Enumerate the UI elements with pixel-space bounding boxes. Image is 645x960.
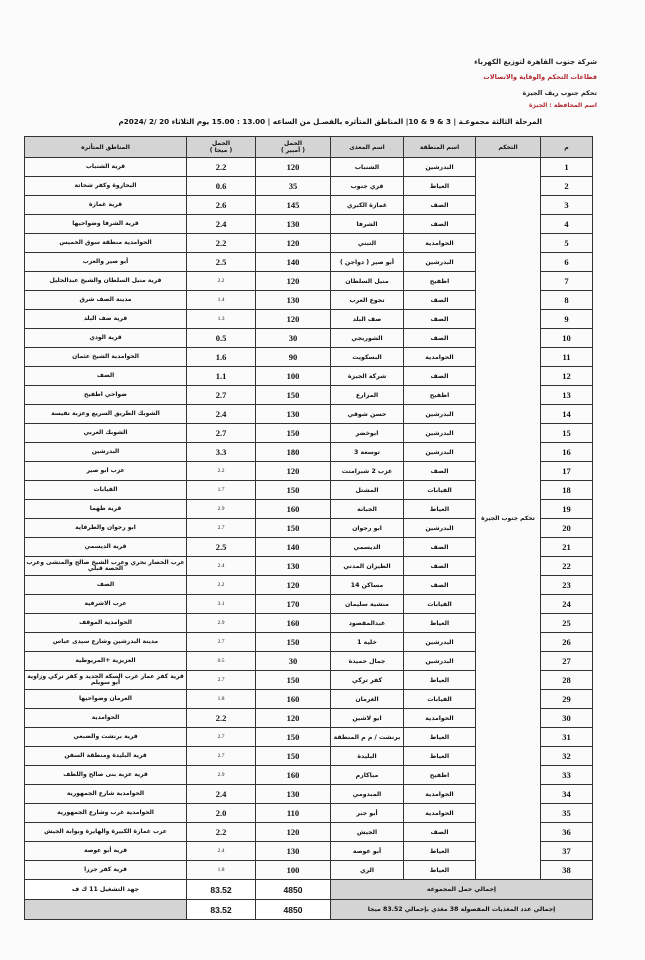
table-header-row (25, 137, 593, 158)
col-header-areas: المناطق المتأثره (25, 137, 187, 158)
company-name: شركة جنوب القاهرة لتوزيع الكهرباء (474, 58, 597, 66)
total-load-mw: 83.52 (187, 880, 256, 900)
row-feeder: منشية سليمان (331, 595, 404, 614)
row-affected-areas: الغرمان وضواحيها (25, 690, 187, 709)
row-load-amp: 130 (256, 215, 331, 234)
row-feeder: المزارع (331, 386, 404, 405)
row-affected-areas: عرب الحصار بحري وعرب الشيخ صالح والمنشى وعرب الحصة قبلي (25, 557, 187, 576)
row-load-amp: 140 (256, 253, 331, 272)
row-index: 32 (541, 747, 593, 766)
row-feeder: المبدومي (331, 785, 404, 804)
row-feeder: الشوربجي (331, 329, 404, 348)
row-region: الحوامدية (404, 348, 476, 367)
row-feeder: أبو عوصة (331, 842, 404, 861)
row-load-mw: 0.5 (187, 652, 256, 671)
row-region: العياط (404, 614, 476, 633)
row-region: الحوامدية (404, 804, 476, 823)
governorate-label: اسم المحافظة : الجيزة (528, 102, 597, 109)
row-load-amp: 35 (256, 177, 331, 196)
row-feeder: أبو جبر (331, 804, 404, 823)
row-load-mw: 1.4 (187, 291, 256, 310)
row-load-mw: 2.6 (187, 196, 256, 215)
row-feeder: ابو لاشين (331, 709, 404, 728)
row-affected-areas: مدينة الصف شرق (25, 291, 187, 310)
row-index: 8 (541, 291, 593, 310)
row-feeder: عزب 2 شبرامنت (331, 462, 404, 481)
row-index: 14 (541, 405, 593, 424)
total-load-amp: 4850 (256, 900, 331, 920)
total-row (25, 900, 593, 920)
row-index: 30 (541, 709, 593, 728)
row-index: 38 (541, 861, 593, 880)
row-load-amp: 160 (256, 690, 331, 709)
row-load-mw: 2.9 (187, 500, 256, 519)
row-affected-areas: الشوبك الطريق السريع وعزبة نفيسة (25, 405, 187, 424)
row-load-amp: 160 (256, 766, 331, 785)
row-index: 33 (541, 766, 593, 785)
row-load-amp: 150 (256, 481, 331, 500)
row-index: 26 (541, 633, 593, 652)
row-load-amp: 100 (256, 861, 331, 880)
row-index: 13 (541, 386, 593, 405)
row-affected-areas: قرية صف البلد (25, 310, 187, 329)
row-region: العياط (404, 861, 476, 880)
row-index: 28 (541, 671, 593, 690)
row-affected-areas: قرية منيل السلطان والشيخ عبدالجليل (25, 272, 187, 291)
row-region: الحوامدية (404, 234, 476, 253)
row-affected-areas: قرية كفر جرزا (25, 861, 187, 880)
row-index: 19 (541, 500, 593, 519)
row-region: البدرشين (404, 405, 476, 424)
total-row (25, 880, 593, 900)
row-load-amp: 150 (256, 747, 331, 766)
row-affected-areas: الحوامدية منطقة سوق الخميس (25, 234, 187, 253)
row-index: 36 (541, 823, 593, 842)
row-affected-areas: البحاروة وكفر شحاتة (25, 177, 187, 196)
row-load-amp: 150 (256, 633, 331, 652)
row-load-mw: 2.2 (187, 158, 256, 177)
row-affected-areas: عرب غمازة الكبيرة والهايرة وبوابة الجيش (25, 823, 187, 842)
row-affected-areas: الحوامدية غرب وشارع الجمهورية (25, 804, 187, 823)
row-index: 15 (541, 424, 593, 443)
row-load-amp: 120 (256, 823, 331, 842)
table-row (25, 158, 593, 177)
row-index: 35 (541, 804, 593, 823)
row-feeder: البسكويت (331, 348, 404, 367)
row-load-amp: 160 (256, 614, 331, 633)
row-region: البدرشين (404, 633, 476, 652)
row-affected-areas: قرية غمازة (25, 196, 187, 215)
row-affected-areas: قرية الشنباب (25, 158, 187, 177)
row-index: 18 (541, 481, 593, 500)
row-affected-areas: العزيزية +المريوطية (25, 652, 187, 671)
row-region: البدرشين (404, 652, 476, 671)
row-index: 10 (541, 329, 593, 348)
row-feeder: الغرمان (331, 690, 404, 709)
row-affected-areas: البدرشين (25, 443, 187, 462)
row-index: 20 (541, 519, 593, 538)
row-feeder: التبني (331, 234, 404, 253)
row-feeder: برنشت / م م المنطقة (331, 728, 404, 747)
row-index: 3 (541, 196, 593, 215)
row-load-amp: 120 (256, 158, 331, 177)
sector-name: قطاعات التحكم والوقاية والاتصالات (483, 73, 597, 81)
row-feeder: الشرفا (331, 215, 404, 234)
row-load-mw: 2.4 (187, 405, 256, 424)
row-index: 23 (541, 576, 593, 595)
row-feeder: ابو رجوان (331, 519, 404, 538)
row-affected-areas: الفيابات (25, 481, 187, 500)
row-load-mw: 2.2 (187, 462, 256, 481)
row-feeder: قري جنوب (331, 177, 404, 196)
row-index: 2 (541, 177, 593, 196)
row-affected-areas: الصف (25, 367, 187, 386)
row-load-amp: 150 (256, 386, 331, 405)
row-load-mw: 2.7 (187, 519, 256, 538)
row-feeder: البليدة (331, 747, 404, 766)
row-load-mw: 2.4 (187, 215, 256, 234)
row-load-mw: 2.2 (187, 576, 256, 595)
col-header-load-mw: الحمل ( ميجا ) (187, 137, 256, 158)
row-load-amp: 150 (256, 519, 331, 538)
row-feeder: الطيران المدني (331, 557, 404, 576)
row-load-mw: 2.7 (187, 671, 256, 690)
row-load-mw: 2.2 (187, 272, 256, 291)
row-region: اطفيح (404, 272, 476, 291)
row-load-amp: 130 (256, 842, 331, 861)
row-load-mw: 2.9 (187, 614, 256, 633)
row-region: العياط (404, 671, 476, 690)
row-affected-areas: الحوامدية الموقف (25, 614, 187, 633)
row-affected-areas: قرية الشرفا وضواحيها (25, 215, 187, 234)
row-load-mw: 0.5 (187, 329, 256, 348)
row-load-mw: 1.1 (187, 367, 256, 386)
row-index: 34 (541, 785, 593, 804)
row-affected-areas: قرية برنشت والضبعي (25, 728, 187, 747)
row-index: 21 (541, 538, 593, 557)
col-header-load-amp: الحمل ( أمبير ) (256, 137, 331, 158)
row-load-amp: 30 (256, 329, 331, 348)
row-index: 37 (541, 842, 593, 861)
row-load-amp: 130 (256, 557, 331, 576)
row-affected-areas: عرب الاشرفية (25, 595, 187, 614)
row-load-amp: 30 (256, 652, 331, 671)
row-index: 12 (541, 367, 593, 386)
row-region: العياط (404, 728, 476, 747)
row-feeder: شركة الجيزة (331, 367, 404, 386)
row-load-amp: 150 (256, 671, 331, 690)
total-load-mw: 83.52 (187, 900, 256, 920)
row-affected-areas: الصف (25, 576, 187, 595)
row-affected-areas: ابو رجوان والطرفاية (25, 519, 187, 538)
row-region: الصف (404, 196, 476, 215)
row-region: الصف (404, 462, 476, 481)
row-load-mw: 2.7 (187, 424, 256, 443)
row-index: 7 (541, 272, 593, 291)
row-region: العياط (404, 500, 476, 519)
row-region: الصف (404, 557, 476, 576)
row-load-mw: 2.4 (187, 557, 256, 576)
row-feeder: أبو صير ( دواجن ) (331, 253, 404, 272)
row-region: البدرشين (404, 424, 476, 443)
row-feeder: الجبانة (331, 500, 404, 519)
row-load-amp: 145 (256, 196, 331, 215)
row-load-mw: 1.3 (187, 310, 256, 329)
row-region: العياط (404, 747, 476, 766)
row-load-mw: 2.5 (187, 253, 256, 272)
row-index: 25 (541, 614, 593, 633)
row-feeder: كفر تركي (331, 671, 404, 690)
row-load-amp: 130 (256, 291, 331, 310)
row-affected-areas: قرية البليدة ومنطقة السفن (25, 747, 187, 766)
row-index: 5 (541, 234, 593, 253)
row-load-amp: 110 (256, 804, 331, 823)
row-load-mw: 1.8 (187, 861, 256, 880)
row-load-amp: 120 (256, 462, 331, 481)
row-load-mw: 2.9 (187, 766, 256, 785)
row-index: 11 (541, 348, 593, 367)
row-load-mw: 3.1 (187, 595, 256, 614)
row-load-amp: 120 (256, 234, 331, 253)
row-load-amp: 130 (256, 405, 331, 424)
row-load-mw: 2.5 (187, 538, 256, 557)
row-region: الحوامدية (404, 785, 476, 804)
row-load-amp: 170 (256, 595, 331, 614)
row-affected-areas: أبو صير والعزب (25, 253, 187, 272)
row-region: الصف (404, 538, 476, 557)
row-region: الحوامدية (404, 709, 476, 728)
row-region: البدرشين (404, 519, 476, 538)
col-header-feeder: اسم المغذى (331, 137, 404, 158)
row-affected-areas: الحوامدية الشيخ عثمان (25, 348, 187, 367)
row-region: الفيابات (404, 690, 476, 709)
row-index: 31 (541, 728, 593, 747)
row-load-amp: 180 (256, 443, 331, 462)
row-feeder: تجوع العرب (331, 291, 404, 310)
row-feeder: عبدالمقصود (331, 614, 404, 633)
control-center-name: تحكم جنوب ريف الجيزة (522, 89, 597, 97)
row-feeder: الجيش (331, 823, 404, 842)
total-note: جهد التشغيل 11 ك ف (25, 880, 187, 900)
row-feeder: حسن شوقي (331, 405, 404, 424)
row-affected-areas: قرية أبو عوصة (25, 842, 187, 861)
row-load-amp: 160 (256, 500, 331, 519)
row-load-mw: 2.2 (187, 234, 256, 253)
row-feeder: صف البلد (331, 310, 404, 329)
row-load-amp: 120 (256, 272, 331, 291)
control-group-cell: تحكم جنوب الجيزة (476, 158, 541, 880)
row-index: 29 (541, 690, 593, 709)
row-index: 4 (541, 215, 593, 234)
row-affected-areas: قرية الودي (25, 329, 187, 348)
row-load-mw: 2.2 (187, 823, 256, 842)
row-load-mw: 1.7 (187, 481, 256, 500)
row-index: 1 (541, 158, 593, 177)
row-region: الصف (404, 291, 476, 310)
row-index: 17 (541, 462, 593, 481)
row-region: العياط (404, 177, 476, 196)
row-load-amp: 140 (256, 538, 331, 557)
row-region: الفيابات (404, 481, 476, 500)
row-load-amp: 120 (256, 709, 331, 728)
total-note (25, 900, 187, 920)
total-label: إجمالي عدد المغذيات المفصولة 38 مغذي بإجمالي 83.52 ميجا (331, 900, 593, 920)
row-load-mw: 2.4 (187, 785, 256, 804)
row-affected-areas: قرية الديسمي (25, 538, 187, 557)
row-feeder: جمال حميدة (331, 652, 404, 671)
row-affected-areas: الحوامدية شارع الجمهورية (25, 785, 187, 804)
row-load-mw: 2.7 (187, 386, 256, 405)
row-load-mw: 2.7 (187, 728, 256, 747)
row-feeder: توسعة 3 (331, 443, 404, 462)
row-feeder: خلية 1 (331, 633, 404, 652)
col-header-region: اسم المنطقة (404, 137, 476, 158)
row-feeder: المشتل (331, 481, 404, 500)
col-header-control: التحكم (476, 137, 541, 158)
row-index: 27 (541, 652, 593, 671)
row-affected-areas: قرية كفر عمار غرب السكة الحديد و كفر تركي وزاوية أبو سويلم (25, 671, 187, 690)
row-region: الفيابات (404, 595, 476, 614)
row-load-mw: 1.6 (187, 348, 256, 367)
row-index: 6 (541, 253, 593, 272)
row-load-amp: 130 (256, 785, 331, 804)
col-header-index: م (541, 137, 593, 158)
row-region: اطفيح (404, 766, 476, 785)
outage-table (24, 136, 593, 920)
total-label: إجمالي حمل المجموعة (331, 880, 593, 900)
total-load-amp: 4850 (256, 880, 331, 900)
row-region: اطفيح (404, 386, 476, 405)
row-affected-areas: قرية طهما (25, 500, 187, 519)
row-feeder: غمازة الكبري (331, 196, 404, 215)
row-affected-areas: الحوامدية (25, 709, 187, 728)
row-affected-areas: عزب ابو صير (25, 462, 187, 481)
row-region: الصف (404, 329, 476, 348)
row-region: الصف (404, 310, 476, 329)
row-region: الصف (404, 215, 476, 234)
row-feeder: مساكن 14 (331, 576, 404, 595)
row-load-mw: 1.8 (187, 690, 256, 709)
row-load-mw: 3.3 (187, 443, 256, 462)
row-index: 22 (541, 557, 593, 576)
document-title: المرحلة الثالثة مجموعـة | 3 & 9 & 10| المناطق المتأثره بالفصـل من الساعه | 13.00 : 15.00 يوم الثلاثاء 20 /2 /2024م (118, 117, 542, 126)
row-load-amp: 100 (256, 367, 331, 386)
row-index: 24 (541, 595, 593, 614)
row-affected-areas: مدينة البدرشين وشارع سيدى عباس (25, 633, 187, 652)
row-feeder: الشنباب (331, 158, 404, 177)
row-feeder: الري (331, 861, 404, 880)
row-affected-areas: الشوبك الغربي (25, 424, 187, 443)
row-region: الصف (404, 367, 476, 386)
row-index: 16 (541, 443, 593, 462)
row-region: البدرشين (404, 158, 476, 177)
row-feeder: الديسمي (331, 538, 404, 557)
row-load-mw: 2.0 (187, 804, 256, 823)
row-load-amp: 90 (256, 348, 331, 367)
row-load-mw: 2.7 (187, 633, 256, 652)
row-region: العياط (404, 842, 476, 861)
row-region: البدرشين (404, 443, 476, 462)
row-load-mw: 0.6 (187, 177, 256, 196)
row-region: الصف (404, 576, 476, 595)
row-load-amp: 120 (256, 576, 331, 595)
row-feeder: مياكارم (331, 766, 404, 785)
row-load-amp: 150 (256, 728, 331, 747)
row-index: 9 (541, 310, 593, 329)
row-region: الصف (404, 823, 476, 842)
row-feeder: منيل السلطان (331, 272, 404, 291)
row-affected-areas: قرية عزبة بنى صالح واللطف (25, 766, 187, 785)
row-load-amp: 120 (256, 310, 331, 329)
row-load-mw: 2.2 (187, 709, 256, 728)
row-affected-areas: ضواحي اطفيح (25, 386, 187, 405)
row-feeder: ابوخضر (331, 424, 404, 443)
row-load-mw: 2.4 (187, 842, 256, 861)
row-load-mw: 2.7 (187, 747, 256, 766)
row-load-amp: 150 (256, 424, 331, 443)
row-region: البدرشين (404, 253, 476, 272)
